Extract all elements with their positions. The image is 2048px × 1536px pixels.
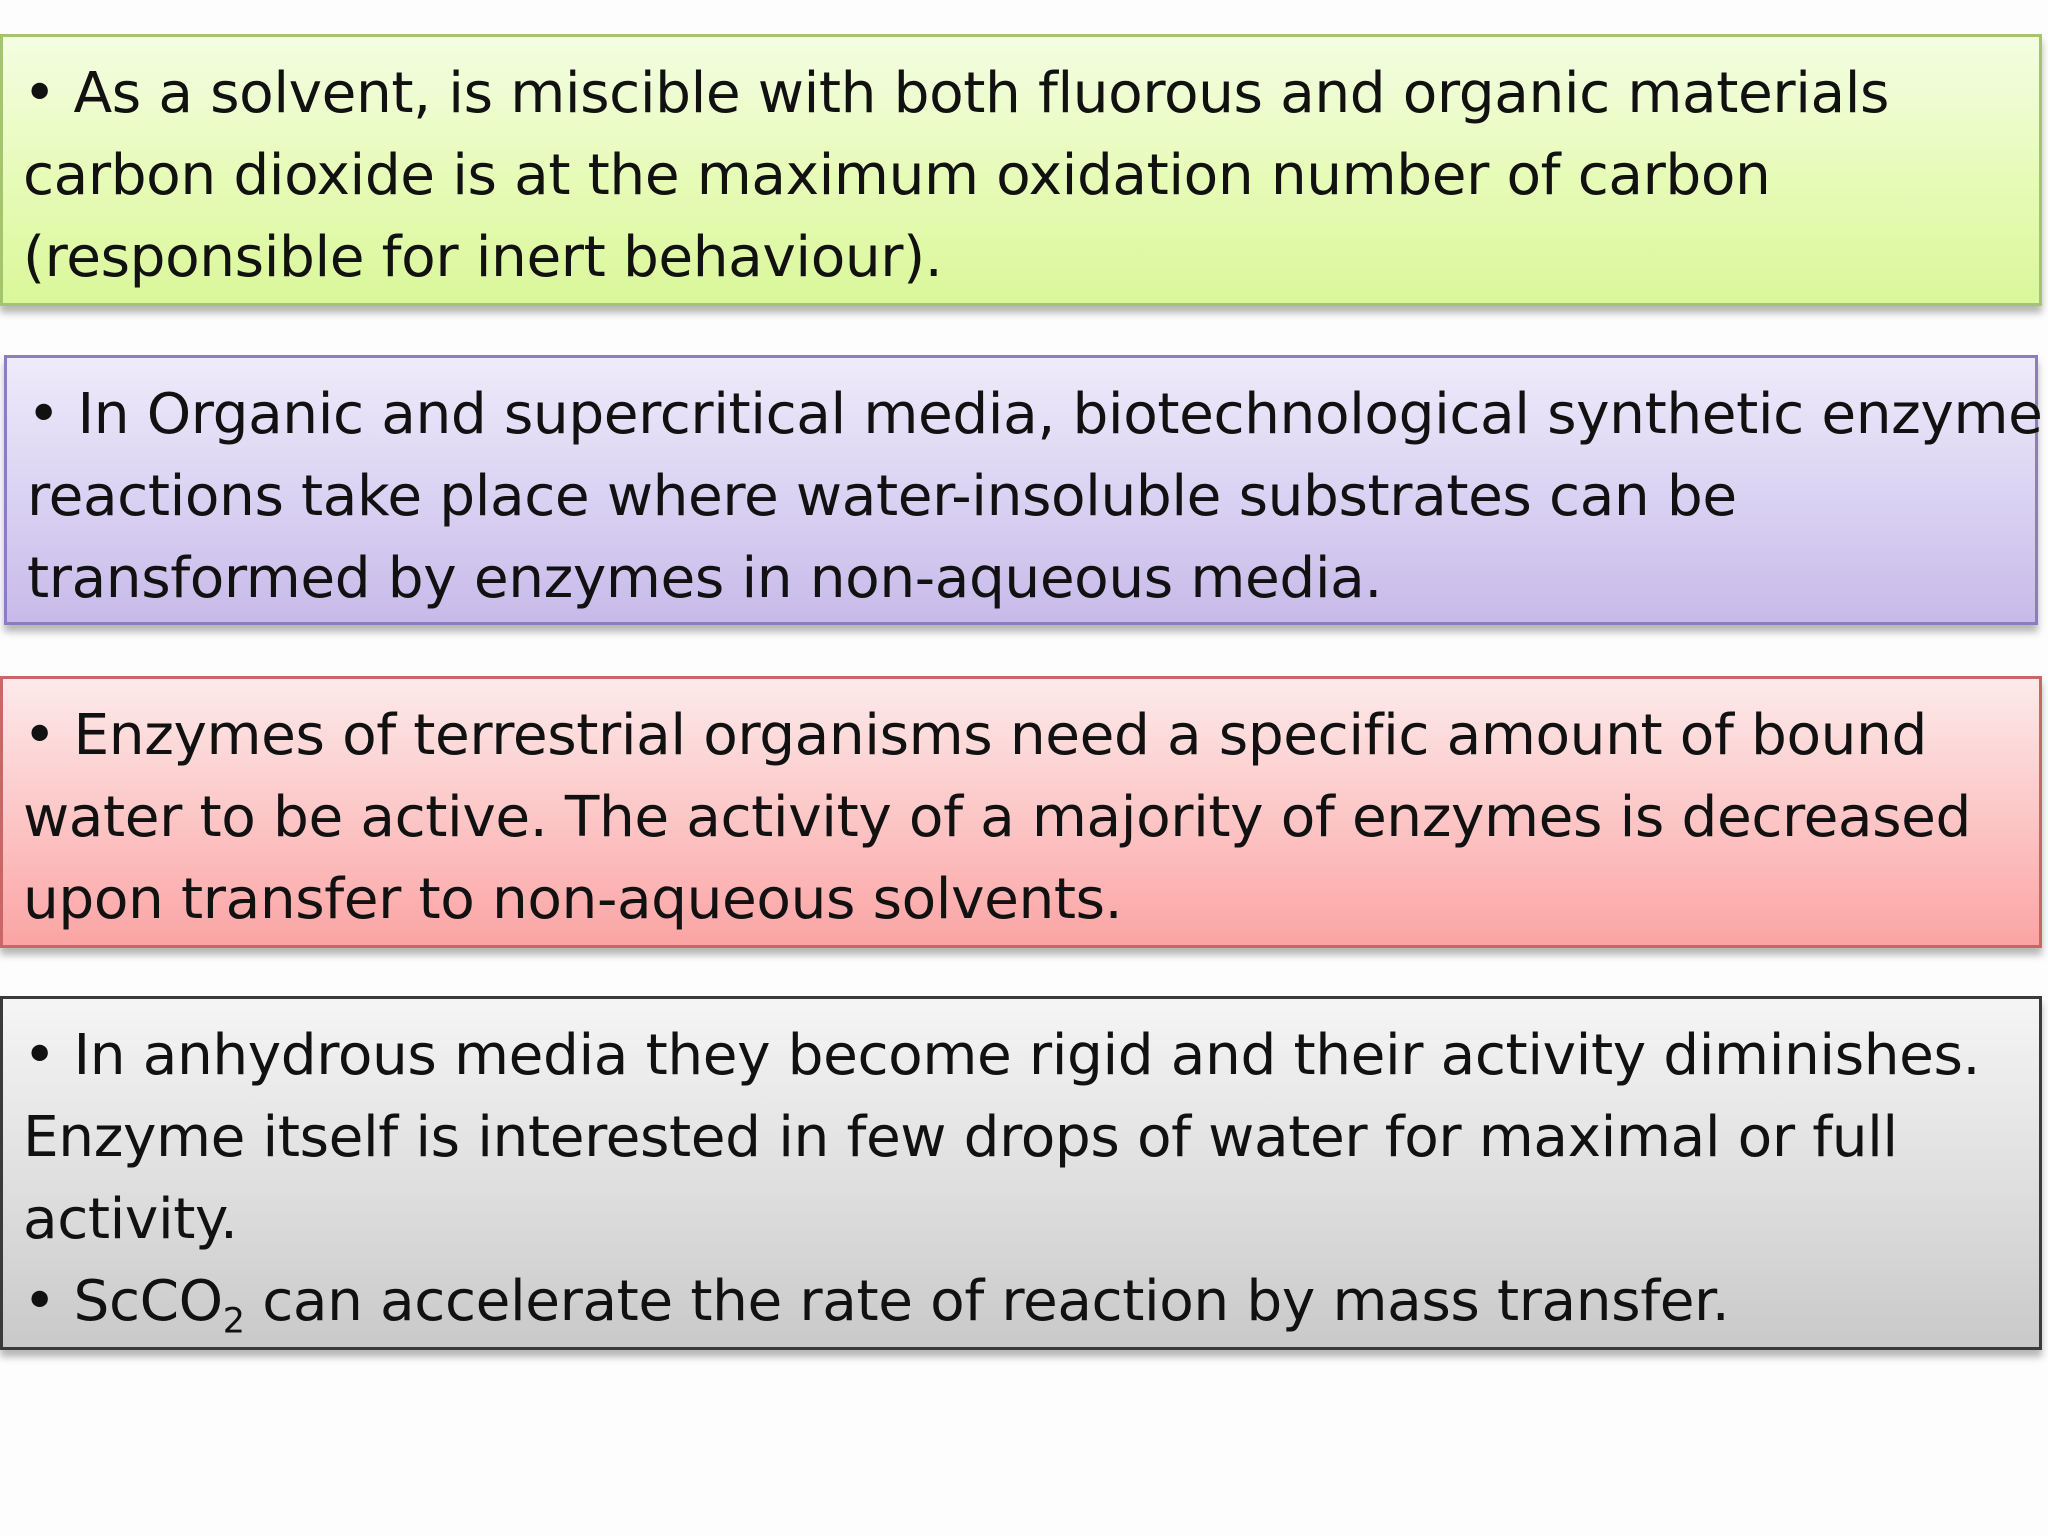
text-line: activity. [23, 1187, 238, 1252]
text-line: transformed by enzymes in non-aqueous media. [27, 546, 1382, 611]
text-line: Enzyme itself is interested in few drops of water for maximal or full [23, 1105, 1898, 1170]
text-line: • In anhydrous media they become rigid and their activity diminishes. [23, 1023, 1981, 1088]
text-line: (responsible for inert behaviour). [23, 225, 943, 290]
text-line: water to be active. The activity of a majority of enzymes is decreased [23, 785, 1972, 850]
text-line: • Enzymes of terrestrial organisms need a specific amount of bound [23, 703, 1927, 768]
text-line: • In Organic and supercritical media, biotechnological synthetic enzyme [27, 382, 2043, 447]
text-line: upon transfer to non-aqueous solvents. [23, 867, 1123, 932]
text-line: carbon dioxide is at the maximum oxidation number of carbon [23, 143, 1771, 208]
text-box-organic-media [4, 355, 2043, 625]
scco2-subscript: 2 [222, 1300, 245, 1342]
scco2-suffix: can accelerate the rate of reaction by mass transfer. [244, 1269, 1730, 1334]
text-box-bound-water [0, 676, 2042, 948]
text-box-fluorous-solvent [0, 34, 2042, 306]
text-line: reactions take place where water-insoluble substrates can be [27, 464, 1737, 529]
text-box-anhydrous-media [0, 996, 2042, 1350]
scco2-prefix: • ScCO [23, 1269, 223, 1334]
text-line: • As a solvent, is miscible with both fluorous and organic materials [23, 61, 1890, 126]
scco2-line [23, 1261, 2021, 1343]
